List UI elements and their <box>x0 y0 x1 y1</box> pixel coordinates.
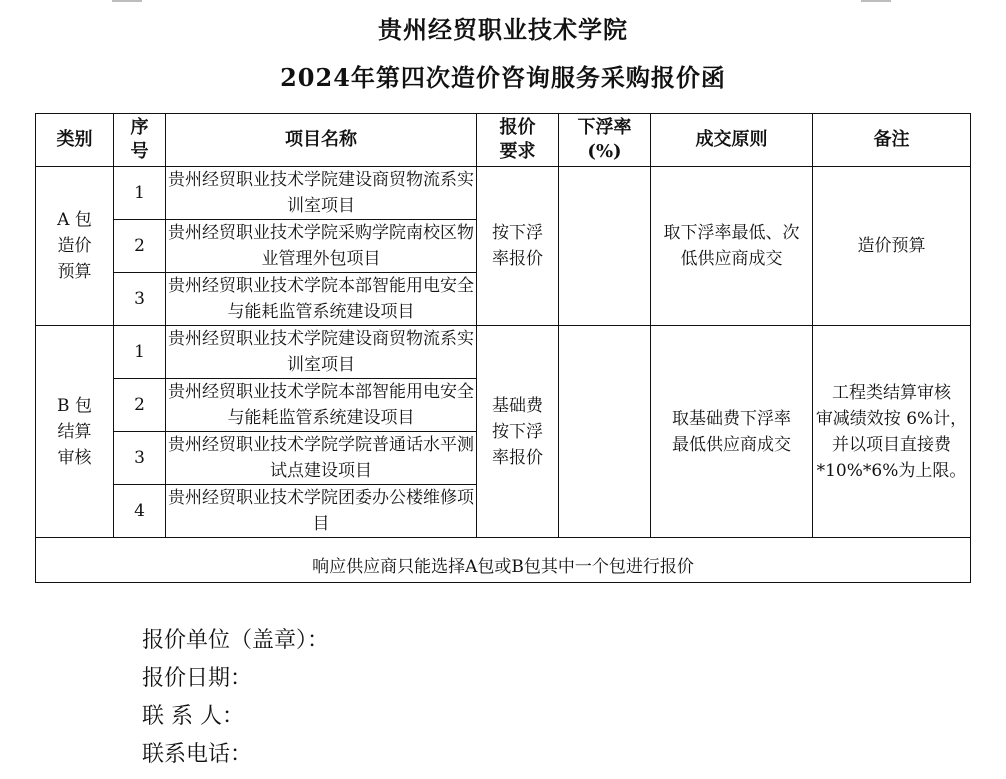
group-a-principle: 取下浮率最低、次 低供应商成交 <box>651 167 813 326</box>
item-seq: 1 <box>114 326 166 379</box>
header-category: 类别 <box>36 114 114 167</box>
item-seq: 2 <box>114 379 166 432</box>
header-principle: 成交原则 <box>651 114 813 167</box>
footer-note: 响应供应商只能选择A包或B包其中一个包进行报价 <box>36 538 971 583</box>
group-b-principle: 取基础费下浮率 最低供应商成交 <box>651 326 813 538</box>
header-remark: 备注 <box>813 114 971 167</box>
item-seq: 4 <box>114 485 166 538</box>
group-b-category: B 包 结算 审核 <box>36 326 114 538</box>
item-name: 贵州经贸职业技术学院建设商贸物流系实训室项目 <box>166 326 477 379</box>
page-edge-mark-left <box>112 0 142 2</box>
page-subtitle: 2024年第四次造价咨询服务采购报价函 <box>280 63 726 92</box>
item-name: 贵州经贸职业技术学院采购学院南校区物业管理外包项目 <box>166 220 477 273</box>
group-a-discount-rate-field[interactable] <box>559 167 651 326</box>
page-title: 贵州经贸职业技术学院 <box>378 15 628 44</box>
item-seq: 3 <box>114 432 166 485</box>
table-header-row <box>36 114 971 167</box>
item-name: 贵州经贸职业技术学院团委办公楼维修项目 <box>166 485 477 538</box>
group-b-discount-rate-field[interactable] <box>559 326 651 538</box>
header-seq: 序 号 <box>114 114 166 167</box>
item-name: 贵州经贸职业技术学院本部智能用电安全与能耗监管系统建设项目 <box>166 273 477 326</box>
table-row <box>36 326 971 379</box>
page-edge-mark-right <box>861 0 891 2</box>
item-seq: 3 <box>114 273 166 326</box>
header-project-name: 项目名称 <box>166 114 477 167</box>
quotation-table <box>35 113 971 583</box>
group-a-category: A 包 造价 预算 <box>36 167 114 326</box>
header-quote-requirement: 报价 要求 <box>477 114 559 167</box>
contact-phone-label: 联系电话： <box>142 742 253 767</box>
contact-person-label: 联 系 人： <box>142 704 244 729</box>
group-b-quote-requirement: 基础费 按下浮 率报价 <box>477 326 559 538</box>
item-name: 贵州经贸职业技术学院学院普通话水平测试点建设项目 <box>166 432 477 485</box>
table-row <box>36 167 971 220</box>
header-discount-rate: 下浮率 (%) <box>559 114 651 167</box>
quote-unit-label: 报价单位（盖章）： <box>142 628 330 653</box>
item-name: 贵州经贸职业技术学院本部智能用电安全与能耗监管系统建设项目 <box>166 379 477 432</box>
item-seq: 1 <box>114 167 166 220</box>
group-a-remark: 造价预算 <box>813 167 971 326</box>
item-name: 贵州经贸职业技术学院建设商贸物流系实训室项目 <box>166 167 477 220</box>
table-footer-row <box>36 538 971 583</box>
group-b-remark: 工程类结算审核 审减绩效按 6%计， 并以项目直接费 *10%*6%为上限。 <box>813 326 971 538</box>
signature-fields <box>142 622 329 774</box>
quote-date-label: 报价日期： <box>142 666 253 691</box>
group-a-quote-requirement: 按下浮 率报价 <box>477 167 559 326</box>
item-seq: 2 <box>114 220 166 273</box>
